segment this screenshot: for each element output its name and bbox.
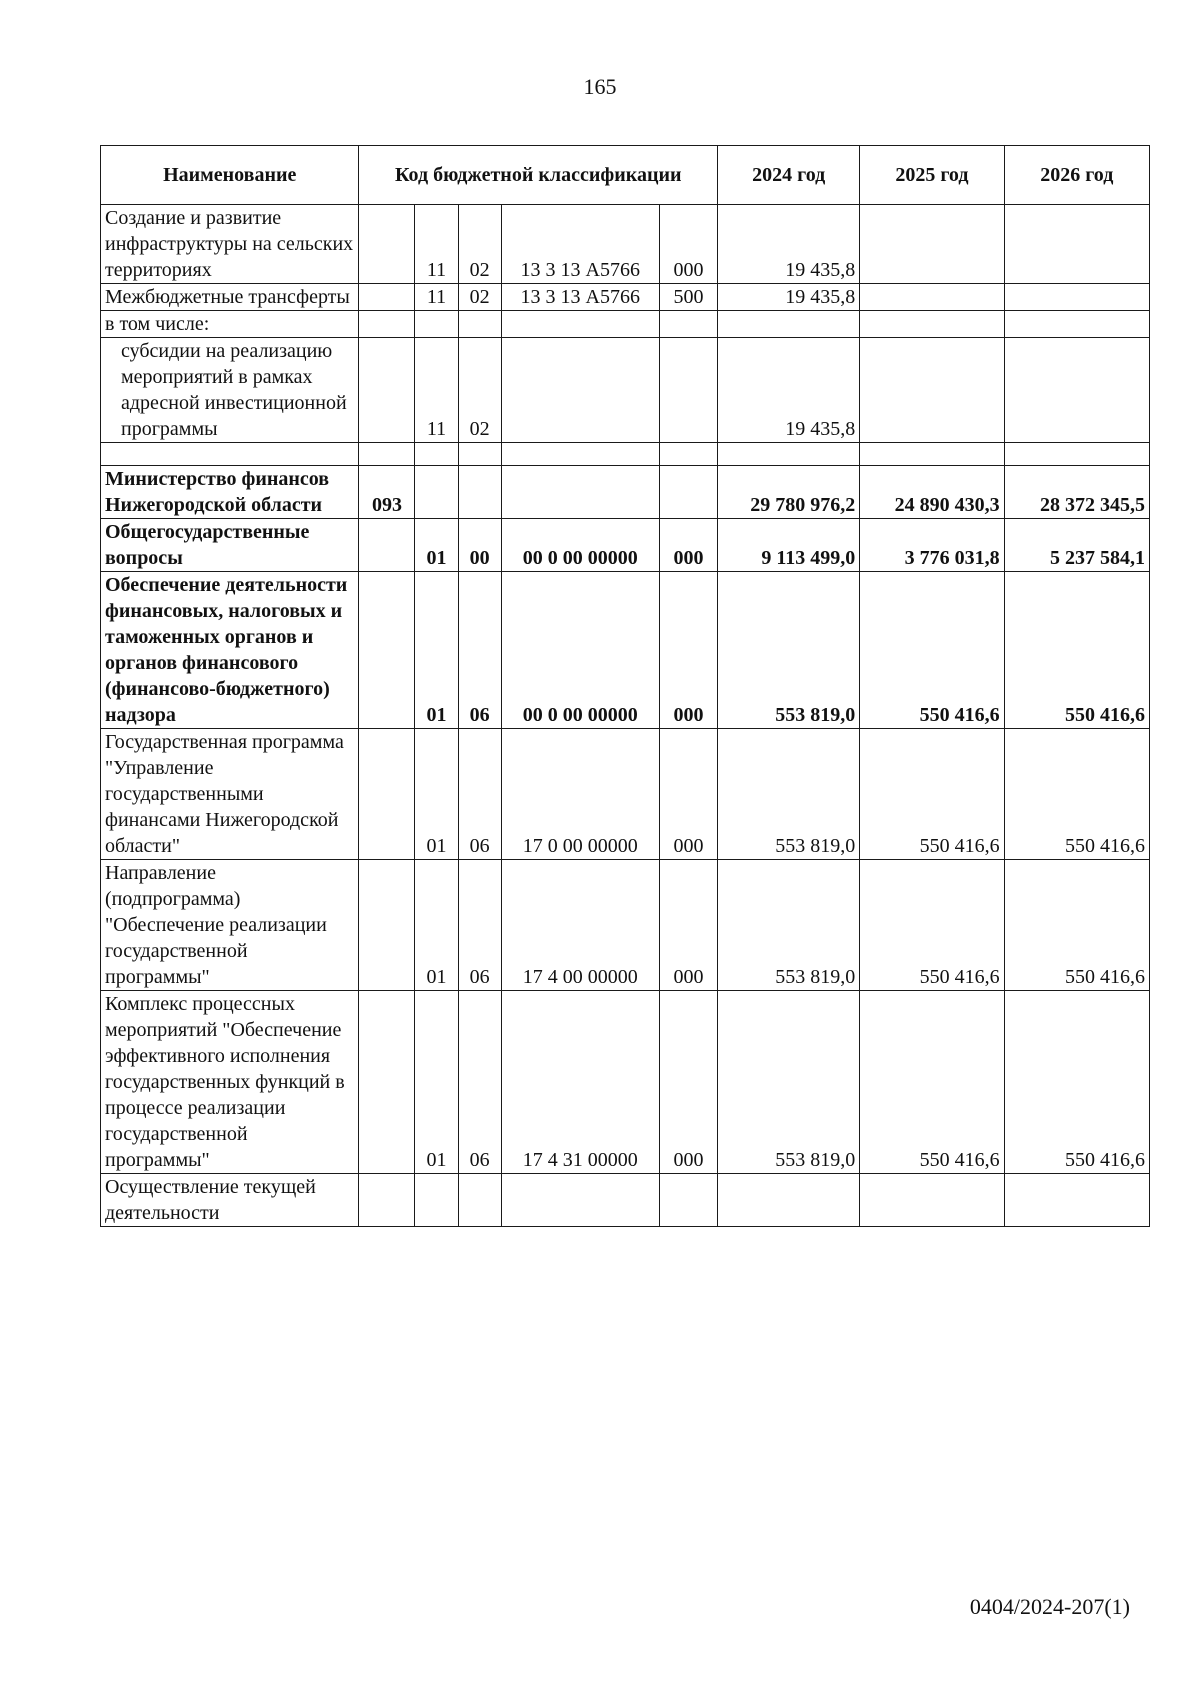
row-2024 xyxy=(718,1174,860,1227)
row-csr: 00 0 00 00000 xyxy=(501,519,659,572)
row-pr: 06 xyxy=(458,572,501,729)
row-name: Государственная программа "Управление государственными финансами Нижегородской области" xyxy=(101,729,359,860)
row-2024 xyxy=(718,443,860,466)
row-2025 xyxy=(860,1174,1004,1227)
row-rz: 01 xyxy=(415,572,458,729)
row-csr: 17 4 00 00000 xyxy=(501,860,659,991)
table-row xyxy=(101,860,1150,991)
row-name: Обеспечение деятельности финансовых, налоговых и таможенных органов и органов финансового (финансово-бюджетного) надзора xyxy=(101,572,359,729)
table-row xyxy=(101,729,1150,860)
row-rz: 01 xyxy=(415,729,458,860)
row-2025 xyxy=(860,443,1004,466)
row-2024: 19 435,8 xyxy=(718,205,860,284)
row-rz: 11 xyxy=(415,284,458,311)
row-2025 xyxy=(860,205,1004,284)
row-2024: 553 819,0 xyxy=(718,729,860,860)
row-pr: 02 xyxy=(458,284,501,311)
row-2026: 550 416,6 xyxy=(1004,572,1149,729)
header-name: Наименование xyxy=(101,146,359,205)
row-rz: 11 xyxy=(415,338,458,443)
row-grbs xyxy=(359,311,415,338)
row-csr xyxy=(501,1174,659,1227)
row-csr xyxy=(501,466,659,519)
table-row xyxy=(101,519,1150,572)
row-grbs xyxy=(359,205,415,284)
page-number: 165 xyxy=(583,74,617,99)
row-rz: 01 xyxy=(415,991,458,1174)
row-grbs xyxy=(359,519,415,572)
row-pr xyxy=(458,466,501,519)
row-2026 xyxy=(1004,443,1149,466)
table-row xyxy=(101,443,1150,466)
table-row xyxy=(101,572,1150,729)
table-row xyxy=(101,284,1150,311)
row-csr xyxy=(501,443,659,466)
row-vr: 000 xyxy=(659,205,717,284)
row-csr xyxy=(501,311,659,338)
row-2026 xyxy=(1004,311,1149,338)
row-grbs xyxy=(359,1174,415,1227)
row-2024: 19 435,8 xyxy=(718,338,860,443)
table-row xyxy=(101,311,1150,338)
row-grbs xyxy=(359,860,415,991)
row-2026 xyxy=(1004,1174,1149,1227)
row-csr: 17 0 00 00000 xyxy=(501,729,659,860)
row-2024: 19 435,8 xyxy=(718,284,860,311)
row-2024: 553 819,0 xyxy=(718,991,860,1174)
header-code: Код бюджетной классификации xyxy=(359,146,718,205)
row-vr: 000 xyxy=(659,991,717,1174)
row-rz xyxy=(415,466,458,519)
row-vr xyxy=(659,338,717,443)
row-name xyxy=(101,443,359,466)
row-name: субсидии на реализацию мероприятий в рамках адресной инвестиционной программы xyxy=(101,338,359,443)
table-row xyxy=(101,338,1150,443)
row-2024 xyxy=(718,311,860,338)
row-2025: 24 890 430,3 xyxy=(860,466,1004,519)
row-vr: 500 xyxy=(659,284,717,311)
row-csr: 17 4 31 00000 xyxy=(501,991,659,1174)
row-2026: 5 237 584,1 xyxy=(1004,519,1149,572)
row-2024: 29 780 976,2 xyxy=(718,466,860,519)
row-grbs xyxy=(359,572,415,729)
row-name: Создание и развитие инфраструктуры на сельских территориях xyxy=(101,205,359,284)
row-grbs: 093 xyxy=(359,466,415,519)
row-rz xyxy=(415,311,458,338)
row-2025: 550 416,6 xyxy=(860,860,1004,991)
row-2026 xyxy=(1004,284,1149,311)
row-vr xyxy=(659,443,717,466)
row-csr: 00 0 00 00000 xyxy=(501,572,659,729)
row-2024: 9 113 499,0 xyxy=(718,519,860,572)
budget-table xyxy=(100,145,1150,1227)
row-vr: 000 xyxy=(659,729,717,860)
row-pr xyxy=(458,443,501,466)
row-vr: 000 xyxy=(659,572,717,729)
row-2026: 550 416,6 xyxy=(1004,991,1149,1174)
row-grbs xyxy=(359,729,415,860)
row-vr xyxy=(659,1174,717,1227)
row-vr: 000 xyxy=(659,860,717,991)
row-csr xyxy=(501,338,659,443)
row-name: Комплекс процессных мероприятий "Обеспечение эффективного исполнения государственных функций в процессе реализации государственной программы" xyxy=(101,991,359,1174)
row-2026: 550 416,6 xyxy=(1004,860,1149,991)
row-2024: 553 819,0 xyxy=(718,572,860,729)
header-2026: 2026 год xyxy=(1004,146,1149,205)
row-2025: 3 776 031,8 xyxy=(860,519,1004,572)
row-csr: 13 3 13 А5766 xyxy=(501,284,659,311)
row-vr xyxy=(659,466,717,519)
table-row xyxy=(101,991,1150,1174)
row-rz xyxy=(415,1174,458,1227)
row-rz xyxy=(415,443,458,466)
header-2024: 2024 год xyxy=(718,146,860,205)
row-pr: 02 xyxy=(458,205,501,284)
row-2025 xyxy=(860,311,1004,338)
row-grbs xyxy=(359,991,415,1174)
table-row xyxy=(101,1174,1150,1227)
row-2026: 550 416,6 xyxy=(1004,729,1149,860)
row-rz: 01 xyxy=(415,860,458,991)
row-2025: 550 416,6 xyxy=(860,991,1004,1174)
table-row xyxy=(101,205,1150,284)
row-pr: 02 xyxy=(458,338,501,443)
row-name: Осуществление текущей деятельности xyxy=(101,1174,359,1227)
row-csr: 13 3 13 А5766 xyxy=(501,205,659,284)
row-2026 xyxy=(1004,338,1149,443)
row-grbs xyxy=(359,284,415,311)
row-rz: 01 xyxy=(415,519,458,572)
header-2025: 2025 год xyxy=(860,146,1004,205)
row-pr: 06 xyxy=(458,729,501,860)
row-2026: 28 372 345,5 xyxy=(1004,466,1149,519)
row-2025: 550 416,6 xyxy=(860,729,1004,860)
row-2025 xyxy=(860,338,1004,443)
row-2024: 553 819,0 xyxy=(718,860,860,991)
row-2025: 550 416,6 xyxy=(860,572,1004,729)
table-row xyxy=(101,466,1150,519)
row-pr: 06 xyxy=(458,991,501,1174)
row-name: Межбюджетные трансферты xyxy=(101,284,359,311)
row-pr: 06 xyxy=(458,860,501,991)
row-pr: 00 xyxy=(458,519,501,572)
row-rz: 11 xyxy=(415,205,458,284)
row-2025 xyxy=(860,284,1004,311)
row-name: Общегосударственные вопросы xyxy=(101,519,359,572)
row-pr xyxy=(458,1174,501,1227)
document-code: 0404/2024-207(1) xyxy=(969,1594,1130,1619)
row-grbs xyxy=(359,443,415,466)
row-2026 xyxy=(1004,205,1149,284)
row-name: в том числе: xyxy=(101,311,359,338)
row-pr xyxy=(458,311,501,338)
row-grbs xyxy=(359,338,415,443)
row-name: Направление (подпрограмма) "Обеспечение реализации государственной программы" xyxy=(101,860,359,991)
row-name: Министерство финансов Нижегородской области xyxy=(101,466,359,519)
row-vr: 000 xyxy=(659,519,717,572)
table-header-row xyxy=(101,146,1150,205)
row-vr xyxy=(659,311,717,338)
